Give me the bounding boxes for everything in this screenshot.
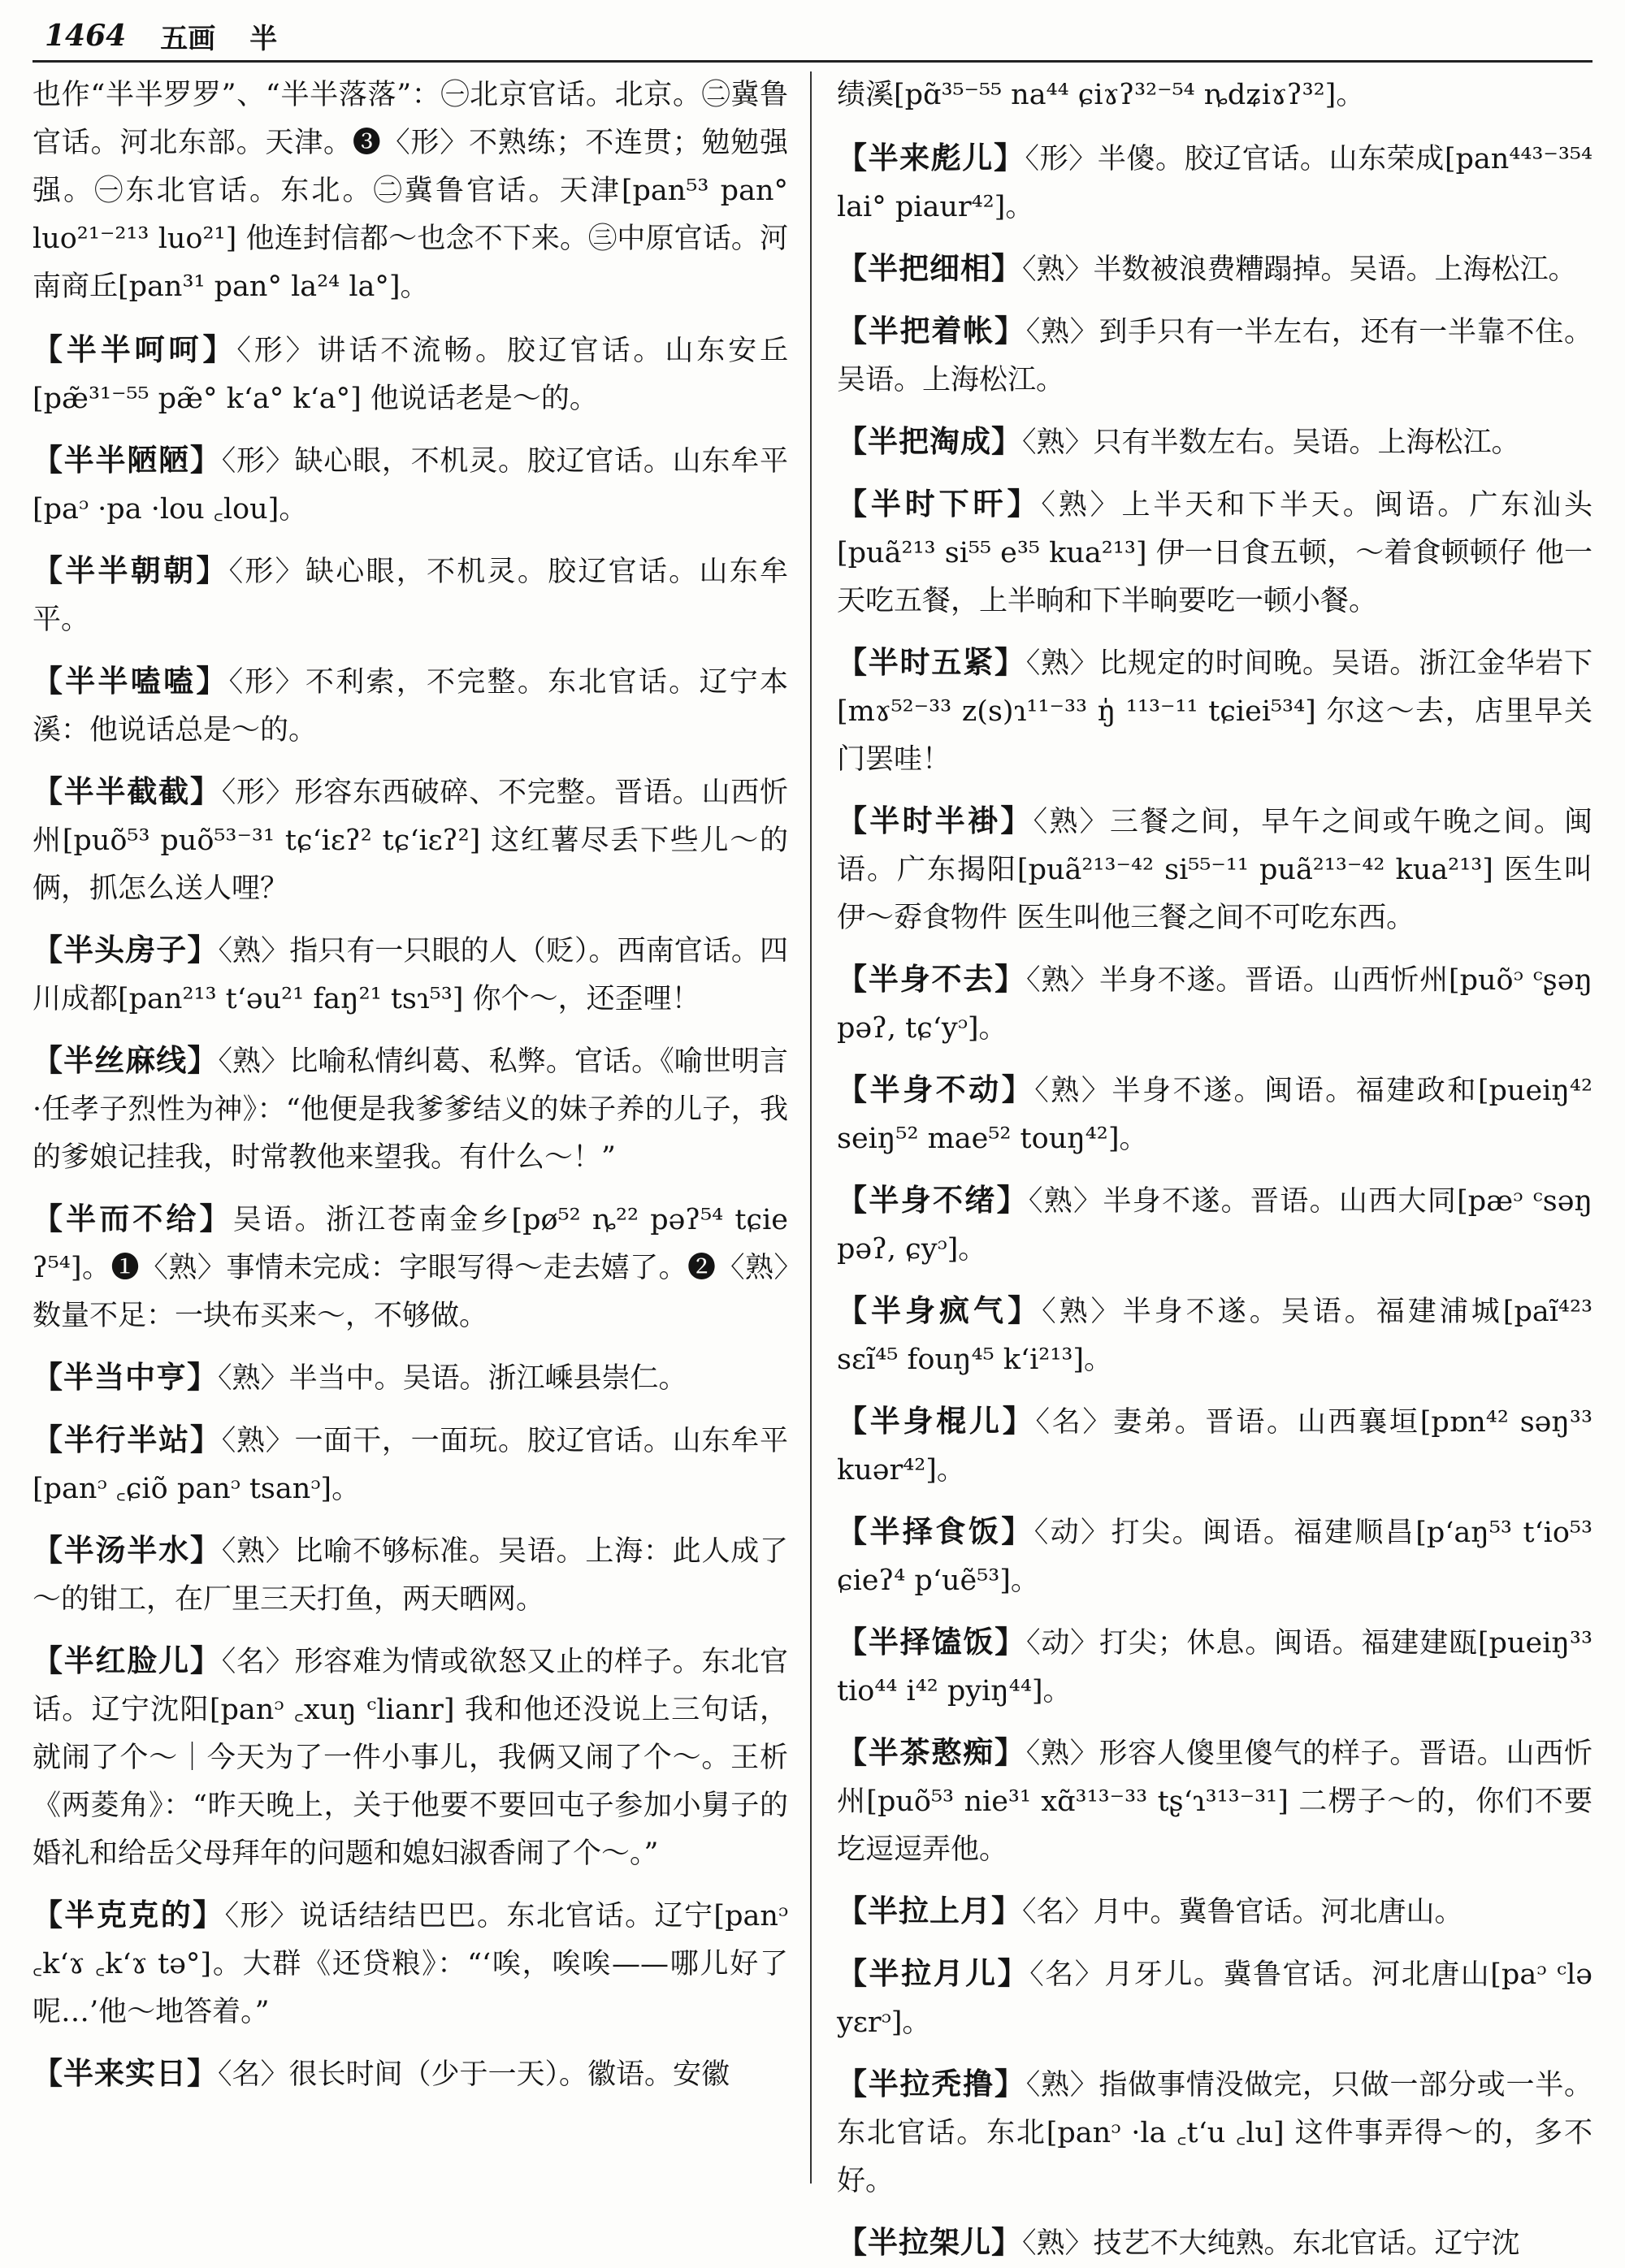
entry bbox=[837, 1618, 1592, 1716]
entry-headword: 【半而不给】 bbox=[32, 1201, 233, 1236]
entry bbox=[837, 307, 1592, 405]
entry-headword: 【半拉秃撸】 bbox=[837, 2066, 1026, 2101]
entry-definition: 〈熟〉半身不遂。闽语。福建政和[pueiŋ⁴² seiŋ⁵² mae⁵² touŋ⁴²]。 bbox=[837, 1075, 1592, 1155]
entry-headword: 【半身不去】 bbox=[837, 961, 1026, 997]
head-character: 半 bbox=[249, 22, 278, 55]
entry bbox=[837, 1729, 1592, 1874]
entry bbox=[837, 1066, 1592, 1163]
entry-headword: 【半拉架儿】 bbox=[837, 2224, 1022, 2260]
entry-definition: 〈形〉缺心眼，不机灵。胶辽官话。山东牟平[paᵓ ·pa ·lou ꜀lou]。 bbox=[32, 445, 788, 526]
entry bbox=[837, 955, 1592, 1053]
entry bbox=[32, 2049, 788, 2099]
entry bbox=[32, 657, 788, 755]
entry bbox=[837, 2060, 1592, 2205]
entry-headword: 【半拉上月】 bbox=[837, 1893, 1022, 1928]
entry-definition: 〈熟〉到手只有一半左右，还有一半靠不住。吴语。上海松江。 bbox=[837, 316, 1592, 396]
entry bbox=[32, 1353, 788, 1403]
entry-definition: 〈名〉很长时间（少于一天）。徽语。安徽 bbox=[218, 2058, 730, 2091]
entry-headword: 【半择馌饭】 bbox=[837, 1624, 1027, 1660]
entry bbox=[32, 1195, 788, 1340]
entry bbox=[32, 1037, 788, 1182]
entry bbox=[32, 1637, 788, 1878]
entry-definition: 〈形〉讲话不流畅。胶辽官话。山东安丘[pæ̃³¹⁻⁵⁵ pæ̃° k‘a° k‘a°] 他说话老是～的。 bbox=[32, 335, 788, 415]
entry-headword: 【半半陋陋】 bbox=[32, 442, 222, 478]
entry bbox=[32, 1526, 788, 1624]
entry bbox=[32, 436, 788, 534]
entry bbox=[837, 1397, 1592, 1495]
entry bbox=[837, 1887, 1592, 1937]
entry-headword: 【半行半站】 bbox=[32, 1422, 222, 1457]
entry-definition: 〈形〉缺心眼，不机灵。胶辽官话。山东牟平。 bbox=[32, 556, 788, 636]
entry-definition: 〈动〉打尖。闽语。福建顺昌[p‘aŋ⁵³ t‘io⁵³ ɕieʔ⁴ p‘uẽ⁵³]。 bbox=[837, 1517, 1592, 1597]
entry bbox=[32, 1891, 788, 2036]
entry-headword: 【半身疯气】 bbox=[837, 1292, 1042, 1328]
entry-definition: 〈熟〉半身不遂。吴语。福建浦城[paĩ⁴²³ sɛĩ⁴⁵ fouŋ⁴⁵ k‘i²¹³]。 bbox=[837, 1296, 1593, 1376]
entry-headword: 【半身不动】 bbox=[837, 1071, 1035, 1107]
entry-headword: 【半汤半水】 bbox=[32, 1532, 222, 1568]
entry-headword: 【半时五紧】 bbox=[837, 644, 1026, 680]
entry-headword: 【半茶憨痴】 bbox=[837, 1734, 1026, 1770]
entry-definition: 〈形〉半傻。胶辽官话。山东荣成[pan⁴⁴³⁻³⁵⁴ lai° piaur⁴²]。 bbox=[837, 143, 1592, 223]
entry bbox=[837, 1508, 1592, 1605]
entry-headword: 【半头房子】 bbox=[32, 932, 219, 967]
entry-headword: 【半克克的】 bbox=[32, 1897, 225, 1933]
entry-definition: 吴语。浙江苍南金乡[pø⁵² ȵ²² pəʔ⁵⁴ tɕie ʔ⁵⁴]。❶〈熟〉事情未完成：字眼写得～走去嬉了。❷〈熟〉数量不足：一块布买来～，不够做。 bbox=[32, 1204, 788, 1332]
entry-definition: 〈形〉说话结结巴巴。东北官话。辽宁[panᵓ ꜀k‘ɤ ꜀k‘ɤ tə°]。大群《还贷粮》：“‘唉，唉唉——哪儿好了呢…’他～地答着。” bbox=[32, 1900, 789, 2028]
entry bbox=[837, 797, 1592, 942]
entry-definition: 〈形〉形容东西破碎、不完整。晋语。山西忻州[puõ⁵³ puõ⁵³⁻³¹ tɕ‘iɛʔ² tɕ‘iɛʔ²] 这红薯尽丢下些儿～的俩，抓怎么送人哩？ bbox=[32, 777, 788, 905]
entry bbox=[837, 480, 1592, 625]
entry-definition: 〈熟〉上半天和下半天。闽语。广东汕头[puã²¹³ si⁵⁵ e³⁵ kua²¹³] 伊一日食五顿，～着食顿顿仔 他一天吃五餐，上半晌和下半晌要吃一顿小餐。 bbox=[837, 489, 1592, 617]
entry bbox=[837, 245, 1592, 294]
entry-headword: 【半身不绪】 bbox=[837, 1182, 1029, 1218]
entry-headword: 【半把细相】 bbox=[837, 250, 1022, 286]
entry-headword: 【半身棍儿】 bbox=[837, 1403, 1036, 1439]
entry-definition: 〈熟〉形容人傻里傻气的样子。晋语。山西忻州[puõ⁵³ nie³¹ xɑ̃³¹³⁻³³ tʂ‘ɿ³¹³⁻³¹] 二楞子～的，你们不要圪逗逗弄他。 bbox=[837, 1738, 1592, 1866]
entry-headword: 【半择食饭】 bbox=[837, 1513, 1034, 1549]
entry-headword: 【半时下旰】 bbox=[837, 486, 1042, 522]
entry-definition: 〈熟〉比喻不够标准。吴语。上海：此人成了～的钳工，在厂里三天打鱼，两天晒网。 bbox=[32, 1535, 788, 1616]
entry-definition: 〈形〉不利索，不完整。东北官话。辽宁本溪：他说话总是～的。 bbox=[32, 666, 788, 747]
entry bbox=[837, 2218, 1592, 2268]
entry-definition: 〈熟〉半身不遂。晋语。山西忻州[puõᵓ ᶜʂəŋ pəʔ, tɕ‘yᵓ]。 bbox=[837, 964, 1593, 1045]
entry-headword: 【半拉月儿】 bbox=[837, 1955, 1030, 1991]
entry-definition: 〈熟〉三餐之间，早午之间或午晚之间。闽语。广东揭阳[puã²¹³⁻⁴² si⁵⁵⁻¹¹ puã²¹³⁻⁴² kua²¹³] 医生叫伊～孬食物件 医生叫他三餐之间不可吃东西。 bbox=[837, 806, 1592, 934]
entry-headword: 【半来彪儿】 bbox=[837, 140, 1025, 175]
entry-definition: 〈熟〉一面干，一面玩。胶辽官话。山东牟平[panᵓ ꜀ɕiõ panᵓ tsanᵓ]。 bbox=[32, 1425, 788, 1505]
entry-headword: 【半来实日】 bbox=[32, 2055, 218, 2091]
page-header bbox=[45, 15, 1580, 57]
entry bbox=[32, 547, 788, 644]
entry bbox=[837, 134, 1592, 232]
entry-definition: 〈名〉妻弟。晋语。山西襄垣[pɒn⁴² səŋ³³ kuər⁴²]。 bbox=[837, 1406, 1592, 1487]
entry bbox=[837, 1176, 1592, 1274]
entry-definition: 〈名〉月牙儿。冀鲁官话。河北唐山[paᵓ ᶜlə yɛrᵓ]。 bbox=[837, 1959, 1593, 2039]
entry-definition: 〈熟〉半当中。吴语。浙江嵊县崇仁。 bbox=[218, 1362, 687, 1395]
entry-headword: 【半把淘成】 bbox=[837, 423, 1022, 459]
entry-headword: 【半半朝朝】 bbox=[32, 552, 229, 588]
entry-headword: 【半当中亨】 bbox=[32, 1359, 218, 1395]
entry-continuation: 也作“半半罗罗”、“半半落落”：㊀北京官话。北京。㊁冀鲁官话。河北东部。天津。❸〈形〉不熟练；不连贯；勉勉强强。㊀东北官话。东北。㊁冀鲁官话。天津[pan⁵³ pan° luo²¹⁻²¹³ luo²¹] 他连封信都～也念不下来。㊂中原官话。河南商丘[pan³¹ pan° la²⁴ la°]。 bbox=[32, 79, 788, 303]
entry bbox=[32, 1416, 788, 1513]
entry-definition: 〈名〉形容难为情或欲怒又止的样子。东北官话。辽宁沈阳[panᵓ ꜀xuŋ ᶜlianr] 我和他还没说上三句话，就闹了个～｜今天为了一件小事儿，我俩又闹了个～。王析《两菱角》：“昨天晚上，关于他要不要回屯子参加小舅子的婚礼和给岳父母拜年的问题和媳妇淑香闹了个～。” bbox=[32, 1646, 788, 1870]
entry-definition: 〈动〉打尖；休息。闽语。福建建瓯[pueiŋ³³ tio⁴⁴ i⁴² pyiŋ⁴⁴]。 bbox=[837, 1627, 1592, 1707]
header-rule bbox=[32, 60, 1592, 63]
entry-definition: 〈熟〉半身不遂。晋语。山西大同[pæᵓ ᶜsəŋ pəʔ, ɕyᵓ]。 bbox=[837, 1185, 1592, 1266]
entry bbox=[837, 1287, 1592, 1384]
entry-headword: 【半半嗑嗑】 bbox=[32, 663, 229, 699]
entry-headword: 【半红脸儿】 bbox=[32, 1643, 222, 1678]
page-number: 1464 bbox=[45, 19, 127, 53]
entry bbox=[32, 768, 788, 913]
entry-definition: 〈熟〉比喻私情纠葛、私弊。官话。《喻世明言·任孝子烈性为神》：“他便是我爹爹结义的妹子养的儿子，我的爹娘记挂我，时常教他来望我。有什么～！” bbox=[32, 1045, 788, 1174]
entry-headword: 【半把着帐】 bbox=[837, 313, 1026, 348]
entry-definition: 〈熟〉只有半数左右。吴语。上海松江。 bbox=[1022, 426, 1520, 459]
entry-definition: 〈熟〉技艺不大纯熟。东北官话。辽宁沈 bbox=[1022, 2227, 1520, 2260]
entry-headword: 【半时半褂】 bbox=[837, 803, 1034, 838]
entry bbox=[32, 926, 788, 1024]
entry-definition: 〈熟〉指只有一只眼的人（贬）。西南官话。四川成都[pan²¹³ t‘əu²¹ faŋ²¹ tsɿ⁵³] 你个～，还歪哩！ bbox=[32, 935, 788, 1015]
entry-definition: 〈熟〉比规定的时间晚。吴语。浙江金华岩下[mɤ⁵²⁻³³ z(s)ɿ¹¹⁻³³ ŋ̍ ¹¹³⁻¹¹ tɕiei⁵³⁴] 尔这～去，店里早关门罢哇！ bbox=[837, 647, 1592, 776]
entry-headword: 【半丝麻线】 bbox=[32, 1042, 219, 1078]
left-column bbox=[32, 71, 788, 2184]
entry-headword: 【半半截截】 bbox=[32, 773, 222, 809]
entry-continuation: 绩溪[pɑ̃³⁵⁻⁵⁵ na⁴⁴ ɕiɤʔ³²⁻⁵⁴ ȵdʑiɤʔ³²]。 bbox=[837, 79, 1365, 111]
entry bbox=[837, 638, 1592, 784]
entry-definition: 〈熟〉指做事情没做完，只做一部分或一半。东北官话。东北[panᵓ ·la ꜀t‘u ꜀lu] 这件事弄得～的，多不好。 bbox=[837, 2069, 1592, 2197]
entry-definition: 〈熟〉半数被浪费糟蹋掉。吴语。上海松江。 bbox=[1022, 253, 1577, 286]
entry bbox=[837, 418, 1592, 467]
entry-definition: 〈名〉月中。冀鲁官话。河北唐山。 bbox=[1022, 1896, 1463, 1928]
section-label: 五画 bbox=[160, 22, 216, 55]
right-column bbox=[837, 71, 1593, 2260]
entry-headword: 【半半呵呵】 bbox=[32, 331, 237, 367]
column-divider bbox=[810, 71, 812, 2184]
entry bbox=[837, 1950, 1592, 2047]
entry bbox=[32, 326, 788, 423]
